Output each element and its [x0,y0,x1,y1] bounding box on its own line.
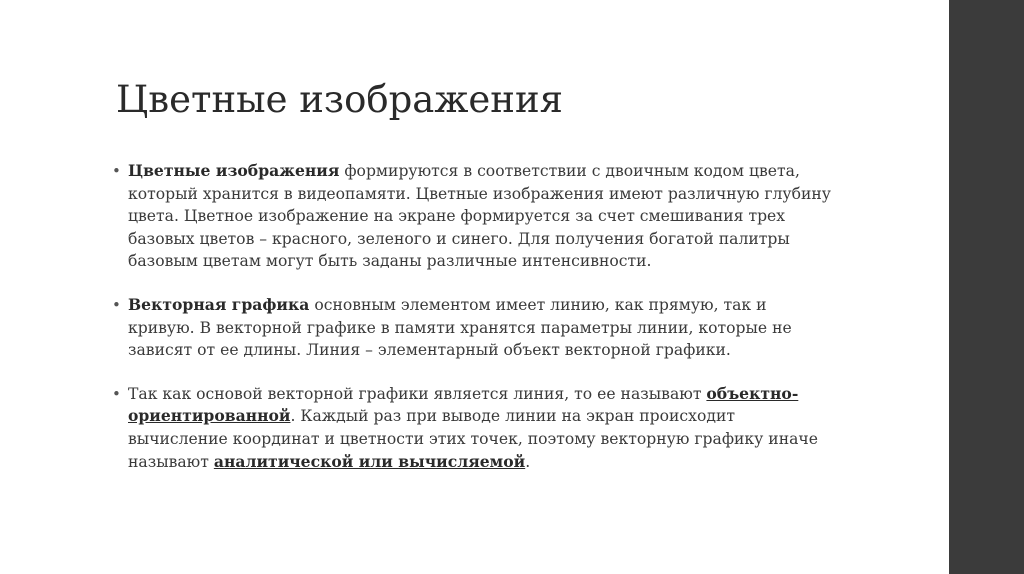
term-vector-graphics: Векторная графика [128,294,310,314]
slide-title: Цветные изображения [116,78,563,121]
bullet-marker: • [112,295,121,314]
bullet-marker: • [112,162,121,180]
bullet-marker: • [112,384,121,403]
bullet-item-vector-graphics [112,294,832,362]
bullet-text: . Каждый раз при выводе линии на экран происходит вычисление координат и цветности этих точек, поэтому векторную графику иначе называют [128,407,818,471]
bullet-text: . [525,452,531,471]
bullet-text: Так как основой векторной графики является линия, то ее называют [128,384,707,403]
bullet-item-object-oriented [112,383,832,473]
term-analytical: аналитической или вычисляемой [213,451,526,471]
side-bar [949,0,1024,574]
term-color-images: Цветные изображения [128,161,340,180]
bullet-item-color-images [112,160,832,273]
bullet-text: формируются в соответствии с двоичным кодом цвета, который хранится в видеопамяти. Цветные изображения имеют различную глубину цвета. Цветное изображение на экране формируется за счет смешивания трех базовых цветов – красного, зеленого и синего. Для получения богатой палитры базовым цветам могут быть заданы различные интенсивности. [128,162,831,271]
term-object-oriented: объектно-ориентированной [128,383,799,426]
bullet-list [112,160,832,494]
bullet-text: основным элементом имеет линию, как прямую, так и кривую. В векторной графике в памяти хранятся параметры линии, которые не зависят от ее длины. Линия – элементарный объект векторной графики. [128,295,792,360]
